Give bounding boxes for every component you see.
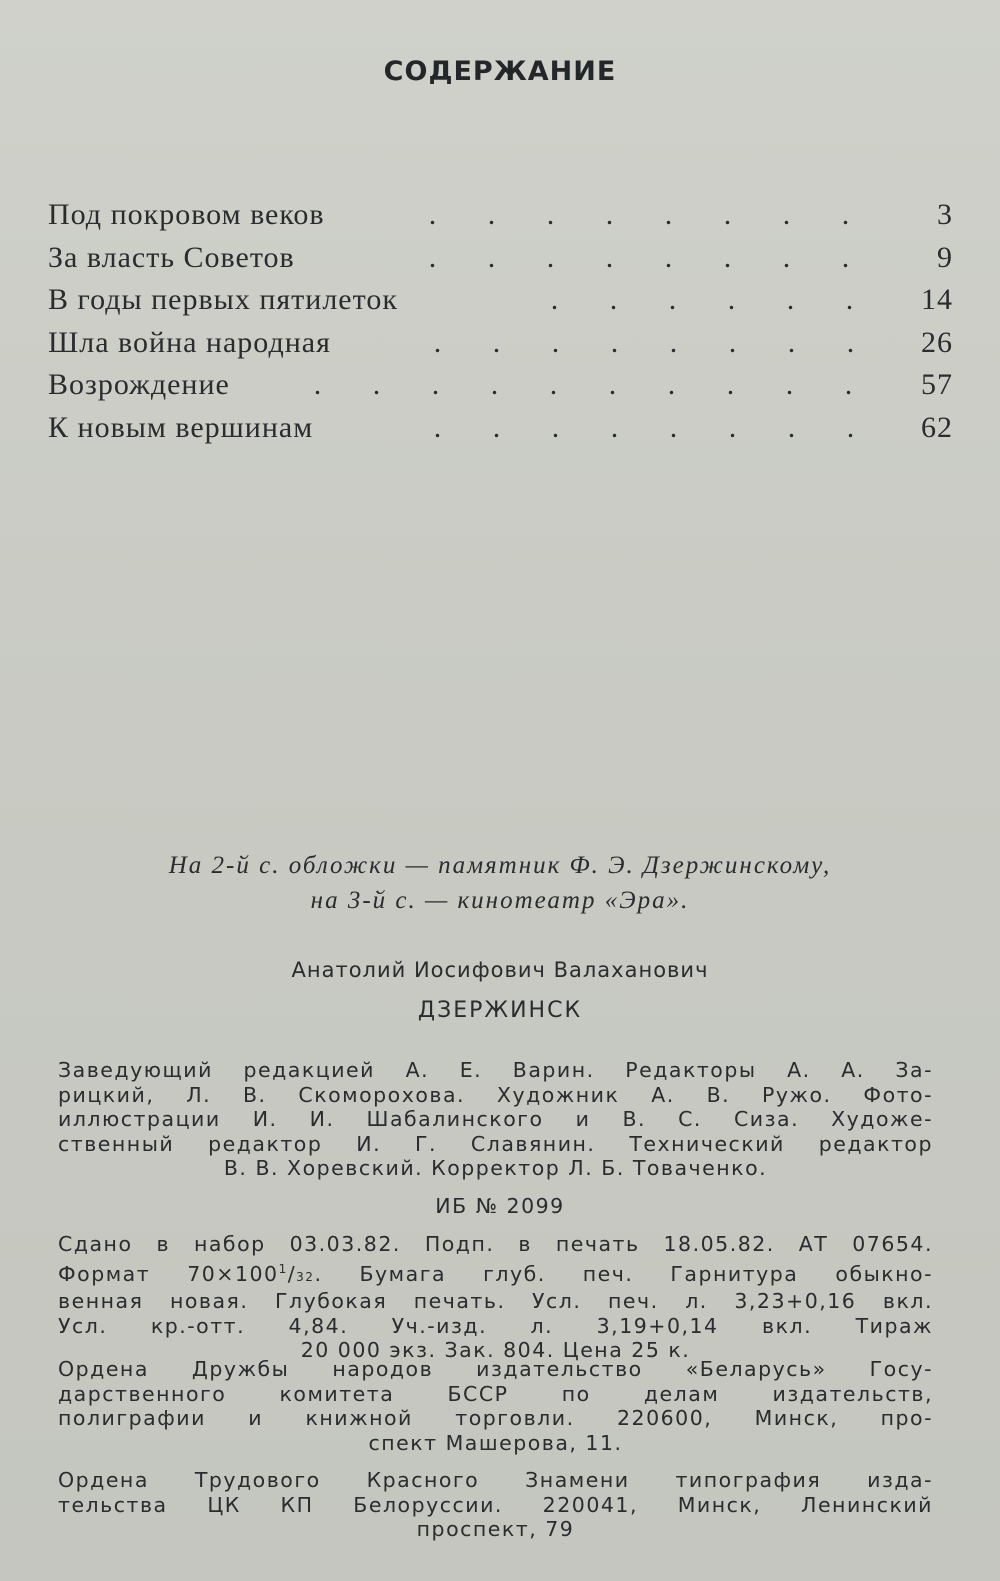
printer-line: проспект, 79 bbox=[416, 1517, 575, 1541]
cover-note-line: На 2-й с. обложки — памятник Ф. Э. Дзержинскому, bbox=[168, 852, 832, 879]
cover-note-line: на 3-й с. — кинотеатр «Эра». bbox=[310, 887, 690, 914]
print-details-block bbox=[58, 1232, 933, 1363]
toc-leader-dots: . . . . . . . . . . bbox=[313, 368, 853, 401]
toc-leader-dots: . . . . . . . . bbox=[433, 325, 855, 359]
print-details-line: Формат $70\times 100^1/32$. Бумага глуб. печ. Гарнитура обыкно- bbox=[58, 1261, 933, 1286]
print-details-line: 20 000 экз. Зак. 804. Цена 25 к. bbox=[300, 1338, 691, 1362]
print-details-line: Усл. кр.-отт. 4,84. Уч.-изд. л. 3,19+0,14 вкл. Тираж bbox=[58, 1313, 933, 1338]
book-title: ДЗЕРЖИНСК bbox=[417, 998, 583, 1023]
toc-entry bbox=[48, 279, 953, 322]
toc-entry-page: 57 bbox=[921, 368, 953, 401]
printer-block bbox=[58, 1468, 933, 1542]
toc-entry-page: 26 bbox=[921, 325, 953, 359]
toc-entry-page: 9 bbox=[937, 240, 953, 274]
publisher-line: спект Машерова, 11. bbox=[368, 1430, 623, 1455]
credits-line: рицкий, Л. В. Скоморохова. Художник А. В. Ружо. Фото- bbox=[58, 1082, 933, 1107]
toc-leader-dots: . . . . . . . . bbox=[428, 198, 850, 231]
publisher-block bbox=[58, 1357, 933, 1455]
toc-heading: СОДЕРЖАНИЕ bbox=[383, 56, 617, 87]
publisher-line: Ордена Дружбы народов издательство «Беларусь» Госу- bbox=[58, 1357, 933, 1381]
toc-entry bbox=[48, 364, 953, 407]
ib-number: ИБ № 2099 bbox=[435, 1194, 565, 1218]
toc-entry-title: За власть Советов bbox=[48, 240, 295, 274]
printer-line: тельства ЦК КП Белоруссии. 220041, Минск, Ленинский bbox=[58, 1492, 933, 1517]
author-name: Анатолий Иосифович Валаханович bbox=[291, 958, 709, 982]
toc-entry-title: Под покровом веков bbox=[48, 198, 325, 231]
credits-line: ственный редактор И. Г. Славянин. Технический редактор bbox=[58, 1131, 933, 1156]
toc-leader-dots: . . . . . . . . bbox=[433, 410, 855, 444]
cover-note bbox=[0, 848, 1000, 918]
format-fraction-num: 1 bbox=[278, 1261, 288, 1276]
credits-line: иллюстрации И. И. Шабалинского и В. С. Сиза. Художе- bbox=[58, 1107, 933, 1131]
toc-leader-dots: . . . . . . . . bbox=[428, 240, 850, 274]
publisher-line: полиграфии и книжной торговли. 220600, Минск, про- bbox=[58, 1406, 933, 1430]
toc-entry-title: Шла война народная bbox=[48, 325, 331, 359]
publisher-line: дарственного комитета БССР по делам издательств, bbox=[58, 1381, 933, 1406]
format-fraction-den: 32 bbox=[296, 1269, 315, 1284]
toc-entry bbox=[48, 322, 953, 365]
toc-entry-title: Возрождение bbox=[48, 368, 230, 401]
credits-line: Заведующий редакцией А. Е. Варин. Редакторы А. А. За- bbox=[58, 1058, 933, 1082]
format-label: Формат 70×100 bbox=[58, 1261, 279, 1286]
credits-block bbox=[58, 1058, 933, 1181]
print-details-line: венная новая. Глубокая печать. Усл. печ. л. 3,23+0,16 вкл. bbox=[58, 1289, 933, 1313]
toc-entry bbox=[48, 194, 953, 237]
toc-entry bbox=[48, 407, 953, 450]
credits-line: В. В. Хоревский. Корректор Л. Б. Товаченко. bbox=[223, 1156, 768, 1180]
toc-entry-page: 3 bbox=[937, 198, 953, 231]
toc-list bbox=[48, 194, 953, 449]
toc-entry-page: 14 bbox=[921, 283, 953, 316]
toc-entry bbox=[48, 237, 953, 280]
toc-entry-title: В годы первых пятилеток bbox=[48, 283, 398, 316]
format-rest: Бумага глуб. печ. Гарнитура обыкно- bbox=[359, 1261, 933, 1286]
toc-entry-title: К новым вершинам bbox=[48, 410, 314, 444]
printer-line: Ордена Трудового Красного Знамени типография изда- bbox=[58, 1468, 933, 1492]
toc-leader-dots: . . . . . . bbox=[550, 283, 854, 316]
toc-entry-page: 62 bbox=[921, 410, 953, 444]
print-details-line: Сдано в набор 03.03.82. Подп. в печать 18.05.82. АТ 07654. bbox=[58, 1232, 933, 1256]
